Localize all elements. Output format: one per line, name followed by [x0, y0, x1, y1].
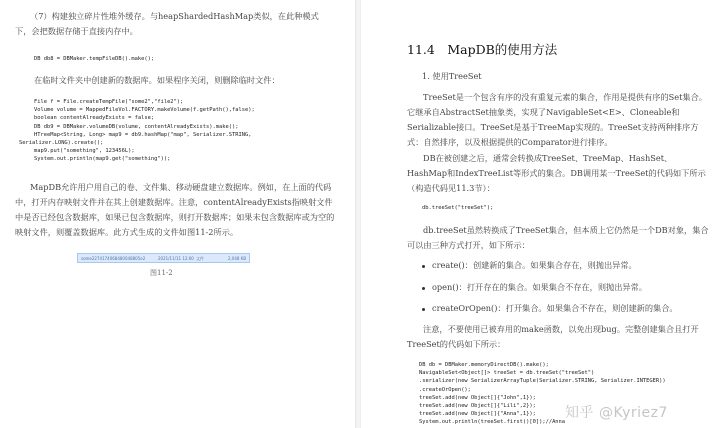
- book-gutter: [355, 0, 361, 428]
- code-line: Serializer.LONG).create();: [19, 140, 104, 147]
- code-line: System.out.println(treeSet.first()[0]);//Anna: [419, 419, 566, 426]
- code-line: HTreeMap<String, Long> map9 = db9.hashMap("map", Serializer.STRING,: [34, 131, 252, 138]
- code-line: treeSet.add(new Object[]{"Anna",1});: [419, 411, 536, 418]
- code-line: File f = File.createTempFile("some2","file2");: [34, 99, 184, 105]
- section-title: 11.4 MapDB的使用方法: [407, 42, 558, 57]
- code-line: .serializer(new SerializerArrayTuple(Serializer.STRING, Serializer.INTEGER)): [419, 378, 666, 385]
- paragraph-heapshard: （7）构建独立碎片性堆外缓存。与heapShardedHashMap类似，在此种模式下，会把数据存储于直接内存中。: [15, 11, 319, 36]
- code-tempfiledb: DB db8 = DBMaker.tempFileDB().make();: [34, 56, 155, 62]
- right-page: [362, 0, 720, 428]
- code-line: boolean contentAlreadyExists = false;: [34, 115, 155, 122]
- paragraph-mapdb-volume: MapDB允许用户用自己的卷、文件集、移动硬盘建立数据库。例如，在上面的代码中，打开内存映射文件并在其上创建数据库。注意，contentAlreadyExists指映射文件中是否已经包含数据库，如果已包含数据库，则打开数据库；如果未包含数据库或为空的映射文件，则覆盖数据库。此方式生成的文件如图11-2所示。: [15, 182, 335, 237]
- code-line: DB db = DBMaker.memoryDirectDB().make();: [419, 362, 549, 368]
- left-page: [0, 0, 354, 428]
- paragraph-open-modes: db.treeSet虽然转换成了TreeSet集合，但本质上它仍然是一个DB对象，集合可以由三种方式打开，如下所示：: [407, 225, 709, 250]
- file-size: 2,048 KB: [228, 256, 247, 261]
- paragraph-db-convert: DB在被创建之后，通常会转换成TreeSet、TreeMap、HashSet、HashMap和IndexTreeList等形式的集合。DB调用某一TreeSet的代码如下所示（构造代码见11.3节）：: [407, 153, 706, 193]
- bullet-dot: [422, 265, 425, 268]
- code-line: .createOrOpen();: [419, 386, 471, 393]
- file-kind: 文件: [196, 256, 204, 261]
- bullet-open: [422, 280, 712, 295]
- file-date: 2021/11/11 12:00: [158, 256, 194, 261]
- code-treeset-call: db.treeSet("treeSet");: [422, 205, 494, 211]
- file-listing-row: [77, 253, 250, 263]
- code-line: map9.put("something", 123456L);: [34, 148, 135, 155]
- code-line: treeSet.add(new Object[]{"John",1});: [419, 394, 536, 401]
- code-line: NavigableSet<Object[]> treeSet = db.treeSet("treeSet"): [419, 370, 595, 377]
- code-block-volume: [19, 98, 255, 164]
- bullet-text: create()：创建新的集合。如果集合存在，则抛出异常。: [432, 260, 637, 270]
- code-line: System.out.println(map9.get("something"));: [34, 156, 171, 163]
- bullet-dot: [422, 308, 425, 311]
- bullet-text: open()：打开存在的集合。如果集合不存在，则抛出异常。: [432, 282, 647, 292]
- figure-caption: 图11-2: [150, 269, 173, 277]
- paragraph-tempfolder: 在临时文件夹中创建新的数据库。如果程序关闭，则删除临时文件：: [34, 75, 280, 85]
- paragraph-make-warning: 注意，不要使用已被弃用的make函数，以免出现bug。完整创建集合且打开TreeSet的代码如下所示：: [407, 324, 699, 349]
- bullet-dot: [422, 287, 425, 290]
- subsection-title: 1. 使用TreeSet: [422, 71, 482, 81]
- code-line: treeSet.add(new Object[]{"Lili",2});: [419, 403, 536, 410]
- code-line: Volume volume = MappedFileVol.FACTORY.makeVolume(f.getPath(),false);: [34, 107, 255, 114]
- zhihu-watermark: 知乎 @Kyriez7: [565, 405, 668, 421]
- paragraph-treeset-intro: TreeSet是一个包含有序的没有重复元素的集合，作用是提供有序的Set集合。它继承自AbstractSet抽象类，实现了NavigableSet<E>、Cloneable和Serializable接口。TreeSet是基于TreeMap实现的。TreeSet支持两种排序方式：自然排序，以及根据提供的Comparator进行排序。: [407, 92, 707, 147]
- bullet-text: createOrOpen()：打开集合。如果集合不存在，则创建新的集合。: [432, 303, 678, 313]
- file-name: some2274174068480048805e2: [81, 256, 146, 261]
- bullet-createoropen: [422, 301, 712, 316]
- bullet-create: [422, 258, 712, 273]
- code-line: DB db9 = DBMaker.volumeDB(volume, contentAlreadyExists).make();: [34, 123, 239, 130]
